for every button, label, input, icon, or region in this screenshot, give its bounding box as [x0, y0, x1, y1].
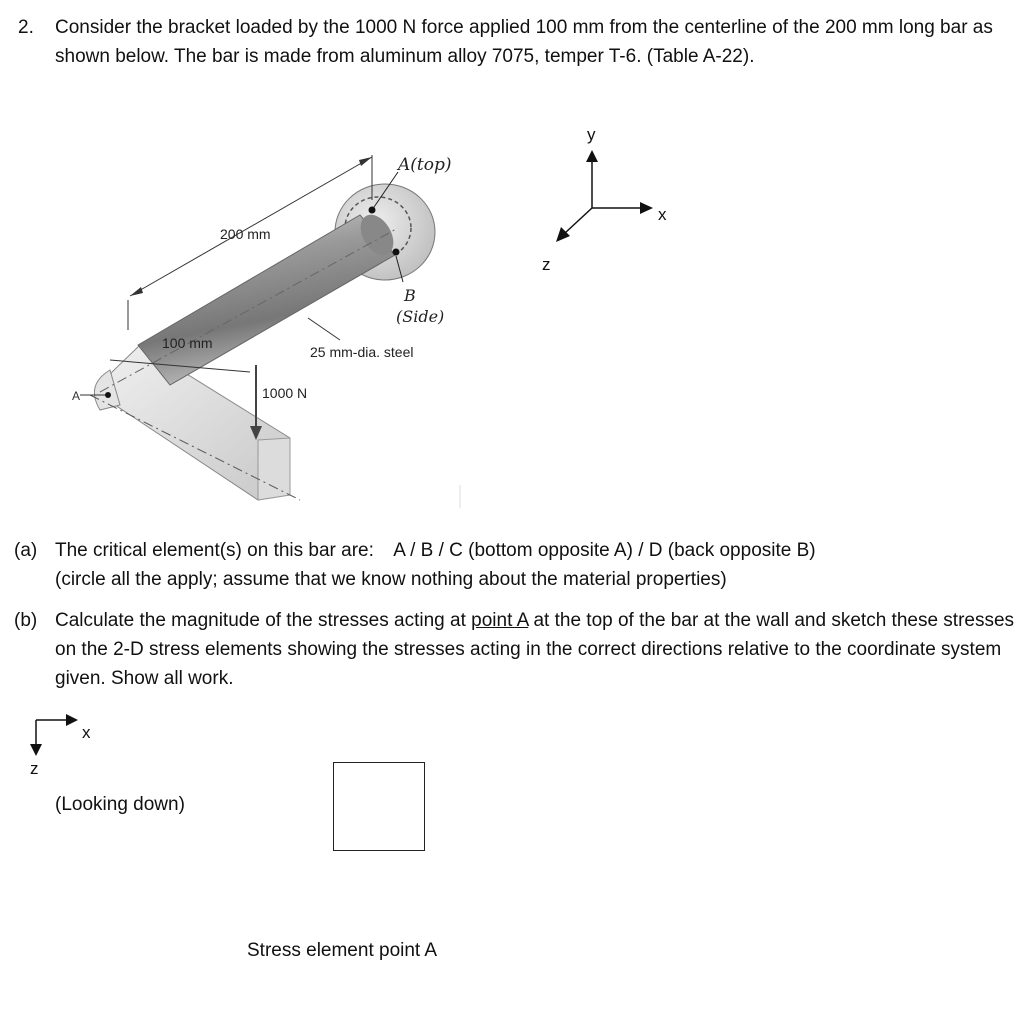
rod-label: 25 mm-dia. steel	[310, 344, 414, 360]
point-b-label: B	[404, 286, 416, 305]
y-axis-arrow	[586, 150, 598, 162]
point-a-top-label: A(top)	[398, 155, 452, 175]
x-axis-arrow	[640, 202, 653, 214]
axes-2d	[20, 708, 120, 778]
z2d-axis-label: z	[30, 759, 39, 778]
rod-label-leader	[308, 318, 340, 340]
x2d-axis-arrow	[66, 714, 78, 726]
point-b-side-label: (Side)	[396, 307, 445, 326]
part-a-options[interactable]: A / B / C (bottom opposite A) / D (back opposite B)	[393, 540, 816, 561]
stress-element-box[interactable]	[333, 762, 425, 851]
dim-200-arrow-right	[359, 157, 372, 166]
part-a-label: (a)	[14, 540, 38, 561]
x-axis-label: x	[658, 205, 667, 224]
part-a-note: (circle all the apply; assume that we know nothing about the material properties)	[55, 569, 727, 590]
z-axis-label: z	[542, 255, 551, 274]
end-point-dot	[105, 392, 111, 398]
z2d-axis-arrow	[30, 744, 42, 756]
part-b-label: (b)	[14, 610, 38, 631]
force-label: 1000 N	[262, 385, 308, 401]
end-point-label: A	[72, 389, 81, 403]
z-axis-line	[565, 208, 592, 233]
dim-200-arrow-left	[130, 287, 143, 296]
problem-number: 2.	[18, 17, 34, 38]
point-b-dot	[393, 249, 400, 256]
part-a-text	[55, 536, 1015, 594]
y-axis-label: y	[587, 125, 596, 144]
stress-element-caption: Stress element point A	[247, 940, 438, 961]
problem-statement: Consider the bracket loaded by the 1000 N force applied 100 mm from the centerline of the 200 mm long bar as shown below. The bar is made from aluminum alloy 7075, temper T-6. (Table A-22).	[55, 17, 993, 67]
part-b-text	[55, 606, 1015, 693]
dim-200-label: 200 mm	[220, 226, 271, 242]
point-a-dot	[369, 207, 376, 214]
axes-3d	[542, 125, 667, 274]
x2d-axis-label: x	[82, 723, 91, 742]
dim-100-label: 100 mm	[162, 335, 213, 351]
z-axis-arrow	[556, 227, 570, 242]
bracket-arm-end	[258, 438, 290, 500]
looking-down-label: (Looking down)	[55, 794, 185, 815]
part-b-point-a: point A	[471, 610, 529, 631]
part-a-prefix: The critical element(s) on this bar are:	[55, 540, 374, 561]
part-b-text-before: Calculate the magnitude of the stresses acting at	[55, 610, 472, 631]
part-b-text-after: at the top of the bar at the wall and sketch these stresses on the 2-D stress elements showing the stresses acting in the correct directions relative to the coordinate system given. Show all work.	[55, 610, 1015, 689]
